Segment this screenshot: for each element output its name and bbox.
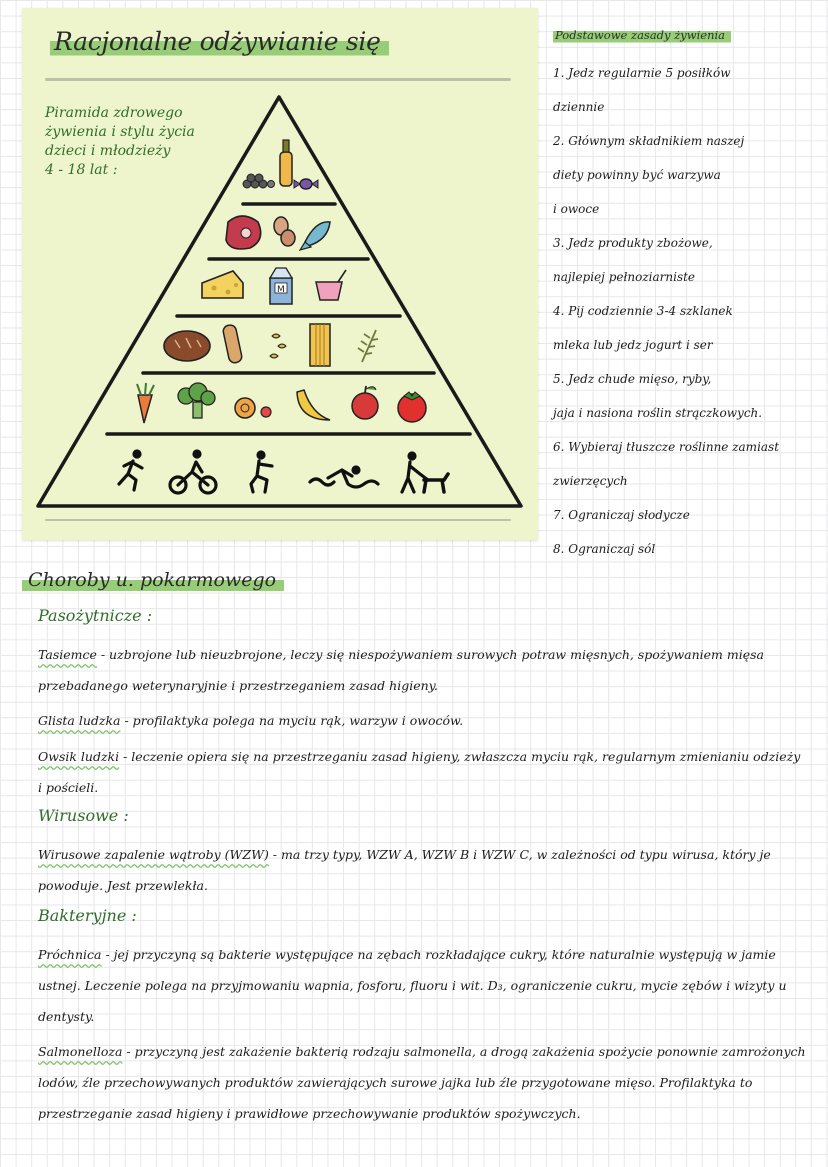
yogurt-icon	[316, 270, 346, 300]
disease-entry	[38, 1036, 808, 1129]
disease-term: Wirusowe zapalenie wątroby (WZW)	[38, 847, 269, 862]
list-item: 6. Wybieraj tłuszcze roślinne zamiast	[553, 440, 780, 454]
disease-entry	[38, 705, 808, 736]
disease-entry	[38, 741, 808, 803]
disease-entry	[38, 839, 808, 901]
caption-line: 4 - 18 lat :	[45, 162, 118, 178]
disease-entry	[38, 639, 808, 701]
orange-icon	[235, 398, 271, 418]
apple-icon	[352, 386, 378, 419]
list-item: zwierzęcych	[553, 474, 628, 488]
walking-dog-icon	[402, 453, 448, 492]
parasitic-heading: Pasożytnicze :	[38, 606, 153, 625]
spaghetti-icon	[310, 324, 330, 366]
baguette-icon	[222, 324, 243, 364]
disease-text: - przyczyną jest zakażenie bakterią rodzaju salmonella, a drogą zakażenia spożycie ponownie zamrożonych lodów, źle przechowywanych produktów zawierających surowe jajka lub źle przygotowane mięso. Profilaktyka to przestrzeganie zasad higieny i prawidłowe przechowywanie produktów spożywczych.	[38, 1044, 806, 1121]
disease-term: Próchnica	[38, 947, 102, 962]
list-item: 1. Jedz regularnie 5 posiłków	[553, 66, 731, 80]
list-item: 3. Jedz produkty zbożowe,	[553, 236, 713, 250]
caption-line: żywienia i stylu życia	[45, 124, 195, 140]
list-item: 8. Ograniczaj sól	[553, 542, 656, 556]
list-item: i owoce	[553, 202, 600, 216]
fitness-icon	[251, 452, 272, 492]
pasta-icon	[270, 334, 286, 358]
banana-icon	[297, 390, 330, 420]
list-item: 4. Pij codziennie 3-4 szklanek	[553, 304, 733, 318]
list-item: 5. Jedz chude mięso, ryby,	[553, 372, 712, 386]
broccoli-icon	[178, 383, 215, 418]
grapes-icon	[243, 174, 275, 188]
tomato-icon	[398, 392, 426, 422]
caption-line: Piramida zdrowego	[45, 105, 183, 121]
list-item: mleka lub jedz jogurt i ser	[553, 338, 713, 352]
svg-text:M: M	[277, 285, 285, 295]
list-item: dziennie	[553, 100, 605, 114]
cheese-icon	[202, 271, 243, 298]
bread-loaf-icon	[164, 331, 210, 361]
disease-text: - jej przyczyną są bakterie występujące na zębach rozkładające cukry, które naturalnie występują w jamie ustnej. Leczenie polega na przyjmowaniu wapnia, fosforu, fluoru i wit. D₃, ograniczenie cukru, mycie zębów i wizyty u dentysty.	[38, 947, 787, 1024]
disease-term: Owsik ludzki	[38, 749, 120, 764]
candy-icon	[294, 179, 318, 189]
disease-term: Salmonelloza	[38, 1044, 123, 1059]
page-title: Racjonalne odżywianie się	[50, 27, 389, 58]
rules-heading: Podstawowe zasady żywienia	[553, 27, 731, 44]
list-item: 2. Głównym składnikiem naszej	[553, 134, 745, 148]
list-item: diety powinny być warzywa	[553, 168, 721, 182]
eggs-icon	[274, 217, 295, 246]
list-item: jaja i nasiona roślin strączkowych.	[553, 406, 763, 420]
viral-heading: Wirusowe :	[38, 806, 129, 825]
running-icon	[119, 451, 142, 490]
rules-list	[553, 56, 825, 566]
cycling-icon	[170, 451, 216, 493]
list-item: najlepiej pełnoziarniste	[553, 270, 696, 284]
disease-text: - uzbrojone lub nieuzbrojone, leczy się niespożywaniem surowych potraw mięsnych, spożywaniem mięsa przebadanego weterynaryjnie i przestrzeganiem zasad higieny.	[38, 647, 764, 693]
disease-term: Glista ludzka	[38, 713, 121, 728]
swimming-icon	[310, 467, 378, 487]
diseases-heading: Choroby u. pokarmowego	[22, 569, 284, 593]
disease-text: - profilaktyka polega na myciu rąk, warzyw i owoców.	[120, 713, 464, 728]
meat-icon	[226, 216, 261, 249]
list-item: 7. Ograniczaj słodycze	[553, 508, 690, 522]
wheat-icon	[358, 330, 378, 362]
fish-icon	[300, 222, 330, 250]
disease-term: Tasiemce	[38, 647, 97, 662]
disease-text: - leczenie opiera się na przestrzeganiu zasad higieny, zwłaszcza myciu rąk, regularnym zmienianiu odzieży i pościeli.	[38, 749, 801, 795]
bacterial-heading: Bakteryjne :	[38, 906, 137, 925]
disease-text: - ma trzy typy, WZW A, WZW B i WZW C, w zależności od typu wirusa, który je powoduje. Jest przewlekła.	[38, 847, 771, 893]
carrot-icon	[137, 383, 154, 423]
oil-bottle-icon	[280, 140, 292, 186]
milk-carton-icon	[270, 268, 292, 304]
caption-line: dzieci i młodzieży	[45, 143, 171, 159]
disease-entry	[38, 939, 808, 1032]
